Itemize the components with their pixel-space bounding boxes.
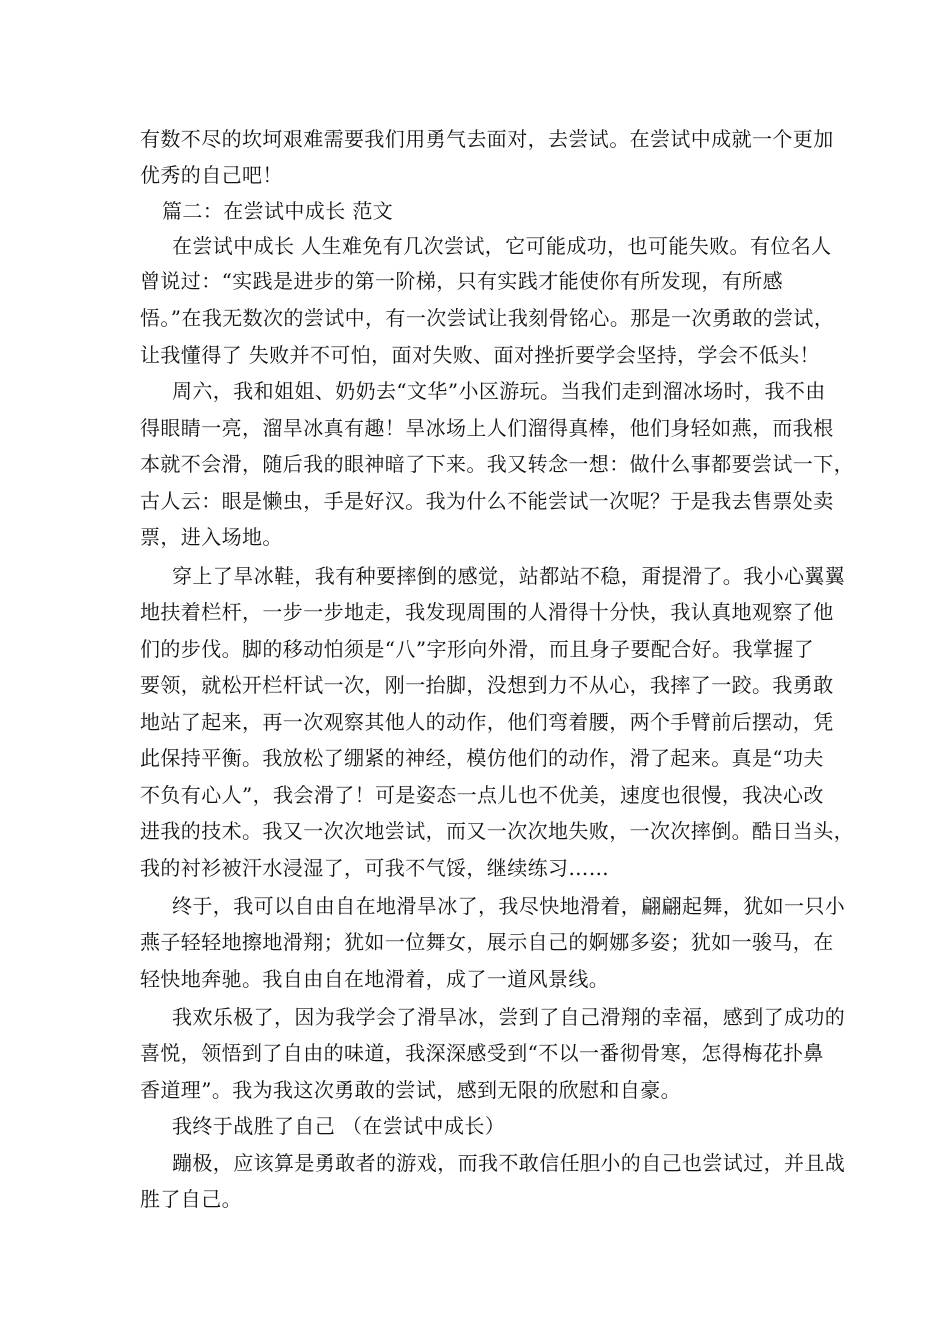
text-line: 周六，我和姐姐、奶奶去“文华”小区游玩。当我们走到溜冰场时，我不由 — [172, 379, 826, 403]
text-line: 地站了起来，再一次观察其他人的动作，他们弯着腰，两个手臂前后摆动，凭 — [140, 710, 834, 734]
text-line: 胜了自己。 — [140, 1187, 242, 1211]
text-line: 本就不会滑，随后我的眼神暗了下来。我又转念一想：做什么事都要尝试一下， — [140, 452, 854, 476]
text-line: 票，进入场地。 — [140, 525, 283, 549]
text-line: 不负有心人”，我会滑了！可是姿态一点儿也不优美，速度也很慢，我决心改 — [140, 783, 824, 807]
text-line: 优秀的自己吧！ — [140, 163, 283, 187]
text-line: 轻快地奔驰。我自由自在地滑着，成了一道风景线。 — [140, 967, 610, 991]
text-line: 蹦极，应该算是勇敢者的游戏，而我不敢信任胆小的自己也尝试过，并且战 — [172, 1151, 846, 1175]
text-line: 要领，就松开栏杆试一次，刚一抬脚，没想到力不从心，我摔了一跤。我勇敢 — [140, 673, 834, 697]
text-line: 得眼睛一亮，溜旱冰真有趣！旱冰场上人们溜得真棒，他们身轻如燕，而我根 — [140, 416, 834, 440]
text-line: 我的衬衫被汗水浸湿了，可我不气馁，继续练习…… — [140, 856, 610, 880]
text-line: 香道理”。我为我这次勇敢的尝试，感到无限的欣慰和自豪。 — [140, 1078, 682, 1102]
text-line: 终于，我可以自由自在地滑旱冰了，我尽快地滑着，翩翩起舞，犹如一只小 — [172, 894, 846, 918]
text-line: 们的步伐。脚的移动怕须是“八”字形向外滑，而且身子要配合好。我掌握了 — [140, 637, 815, 661]
text-line: 喜悦，领悟到了自由的味道，我深深感受到“不以一番彻骨寒，怎得梅花扑鼻 — [140, 1041, 824, 1065]
text-line: 古人云：眼是懒虫，手是好汉。我为什么不能尝试一次呢？于是我去售票处卖 — [140, 489, 834, 513]
section-heading: 篇二：在尝试中成长 范文 — [162, 199, 394, 223]
text-line: 在尝试中成长 人生难免有几次尝试，它可能成功，也可能失败。有位名人 — [172, 234, 832, 258]
text-line: 悟。”在我无数次的尝试中，有一次尝试让我刻骨铭心。那是一次勇敢的尝试， — [140, 306, 835, 330]
text-line: 我欢乐极了，因为我学会了滑旱冰，尝到了自己滑翔的幸福，感到了成功的 — [172, 1005, 846, 1029]
text-line: 燕子轻轻地擦地滑翔；犹如一位舞女，展示自己的婀娜多姿；犹如一骏马，在 — [140, 930, 834, 954]
text-line: 进我的技术。我又一次次地尝试，而又一次次地失败，一次次摔倒。酷日当头， — [140, 819, 854, 843]
text-line: 有数不尽的坎坷艰难需要我们用勇气去面对，去尝试。在尝试中成就一个更加 — [140, 127, 834, 151]
text-line: 地扶着栏杆，一步一步地走，我发现周围的人滑得十分快，我认真地观察了他 — [140, 600, 834, 624]
section-heading: 我终于战胜了自己 （在尝试中成长） — [172, 1114, 506, 1138]
text-line: 让我懂得了 失败并不可怕，面对失败、面对挫折要学会坚持，学会不低头！ — [140, 343, 820, 367]
text-line: 曾说过：“实践是进步的第一阶梯，只有实践才能使你有所发现，有所感 — [140, 269, 784, 293]
text-line: 穿上了旱冰鞋，我有种要摔倒的感觉，站都站不稳，甭提滑了。我小心翼翼 — [172, 564, 846, 588]
text-line: 此保持平衡。我放松了绷紧的神经，模仿他们的动作，滑了起来。真是“功夫 — [140, 746, 824, 770]
